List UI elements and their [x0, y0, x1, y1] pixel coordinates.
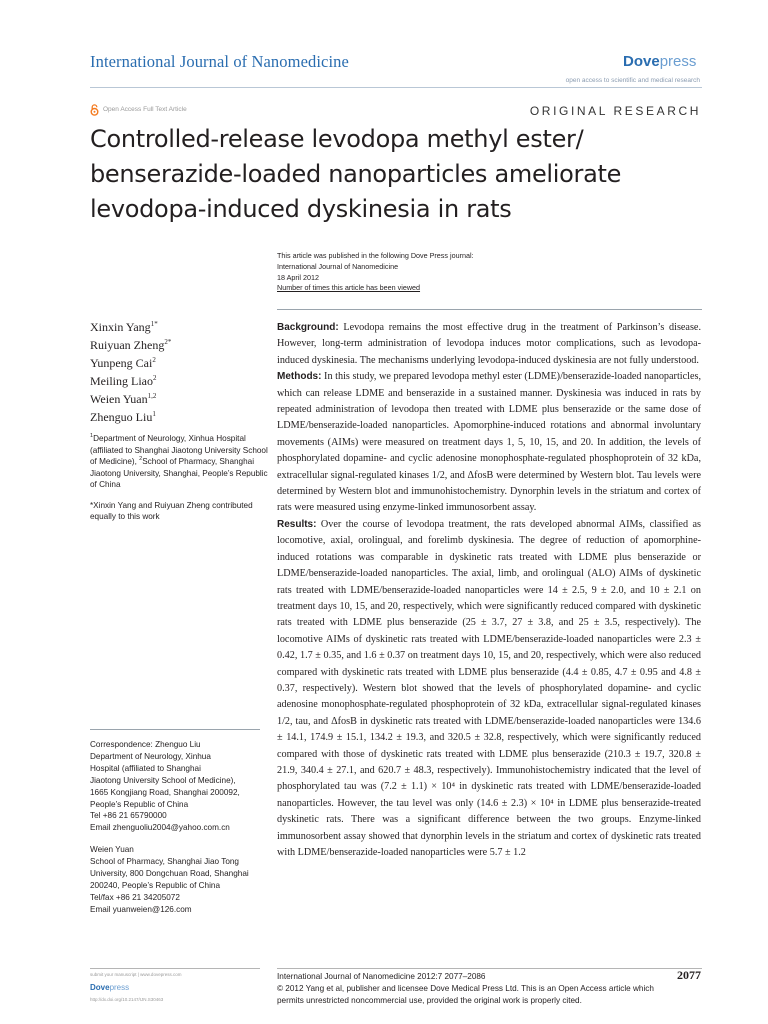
pubinfo-journal: International Journal of Nanomedicine [277, 261, 399, 271]
copyright-notice: © 2012 Yang et al, publisher and licensee Dove Medical Press Ltd. This is an Open Access article which permits unrestricted noncommercial use, provided the original work is properly cited. [277, 983, 654, 1005]
doi-link[interactable]: http://dx.doi.org/10.2147/IJN.S30463 [90, 997, 164, 1002]
publication-info [277, 251, 577, 294]
affiliations [90, 433, 272, 532]
author-name: Yunpeng Cai$^2$ [90, 356, 156, 370]
abstract-results: Results: Over the course of levodopa treatment, the rats developed abnormal AIMs, classified as locomotive, axial, orolingual, and forelimb dyskinesia. The degree of reduction of apomorphine-induced rotations was comparable in dyskinetic rats treated with LDME plus benserazide or LDME/benserazide-loaded nanoparticles. The axial, limb, and orolingual (ALO) AIMs of dyskinetic rats treated with LDME/benserazide-loaded nanoparticles were 14 ± 2.5, 9 ± 2.0, and 10 ± 2.1 on treatment days 10, 15, and 20, respectively, which were significantly reduced compared with dyskinetic rats treated with LDME plus benserazide (25 ± 3.7, 27 ± 3.8, and 25 ± 3.5, respectively). The locomotive AIMs of dyskinetic rats treated with LDME/benserazide-loaded nanoparticles were 2.3 ± 0.42, 1.7 ± 0.35, and 1.6 ± 0.37 on treatment days 10, 15, and 20, respectively, which were also reduced compared with dyskinetic rats treated with LDME plus benserazide (4.4 ± 0.85, 4.7 ± 0.95 and 4.8 ± 0.37, respectively). Western blot showed that the levels of phosphorylated dopamine- and cyclic adenosine monophosphate-regulated phosphoprotein of 32 kDa, extracellular signal-regulated kinases 1/2, tau, and ΔfosB in dyskinetic rats treated with LDME/benserazide-loaded nanoparticles were 134.6 ± 14.1, 174.9 ± 15.1, 134.2 ± 19.3, and 320.5 ± 32.8, respectively, which were significantly reduced compared with those of dyskinetic rats treated with LDME plus benserazide (210.3 ± 19.7, 320.8 ± 21.9, 340.4 ± 27.1, and 620.7 ± 48.3, respectively). Immunohistochemistry indicated that the level of phosphorylated tau was (7.2 ± 1.1) × 10⁴ in dyskinetic rats treated with LDME/benserazide-loaded nanoparticles. However, the tau level was only (14.6 ± 2.3) × 10⁴ in LDME plus benserazide-treated dyskinetic rats. There was a significant difference between the two groups. Enzyme-linked immunosorbent assay showed that dynorphin levels in the striatum and cortex of dyskinetic rats treated with LDME/benserazide-loaded nanoparticles were 5.7 ± 1.2 [277, 518, 701, 858]
author-name: Weien Yuan$^{1,2}$ [90, 392, 157, 406]
footer-publisher-logo[interactable]: Dovepress [90, 983, 130, 992]
footer-citation [277, 971, 657, 1006]
article-title: Controlled-release levodopa methyl ester/ benserazide-loaded nanoparticles ameliorate levodopa-induced dyskinesia in rats [90, 125, 622, 223]
author-name: Xinxin Yang$^{1*}$ [90, 320, 158, 334]
email-link[interactable]: Email yuanweien@126.com [90, 904, 192, 914]
email-link[interactable]: Email zhenguoliu2004@yahoo.com.cn [90, 823, 230, 833]
open-access-icon [90, 104, 99, 116]
correspondence-divider [90, 729, 260, 730]
correspondence-block-2: Weien Yuan School of Pharmacy, Shanghai Jiao Tong University, 800 Dongchuan Road, Shanghai 200240, People’s Republic of China Tel/fax +86 21 34205072 Email yuanweien@126.com [90, 845, 249, 914]
views-link[interactable]: Number of times this article has been viewed [277, 283, 421, 293]
affiliation-text: $^1$Department of Neurology, Xinhua Hospital (affiliated to Shanghai Jiaotong University School of Medicine), $^2$School of Pharmacy, Shanghai Jiaotong University, Shanghai, People’s Republic of China [90, 433, 268, 489]
publisher-logo-suffix: press [659, 53, 697, 70]
abstract-methods: Methods: In this study, we prepared levodopa methyl ester (LDME)/benserazide-loaded nanoparticles, which can release LDME and benserazide in a sustained manner. Dyskinesia was induced in rats by repeated administration of levodopa then treated with LDME plus benserazide or the same dose of LDME/benserazide-loaded nanoparticles. Apomorphine-induced rotations and abnormal involuntary movements (AIMs) were measured on treatment days 1, 5, 10, 15, and 20. In addition, the levels of phosphorylated dopamine- and cyclic adenosine monophosphate-regulated phosphoprotein of 32 kDa, extracellular signal-regulated kinases 1/2, and ΔfosB were determined by Western blot. Tau levels were determined by Western blot and immunohistochemistry. Dynorphin levels in the striatum and cortex of rats were measured using enzyme-linked immunosorbent assay. [277, 371, 701, 514]
page-number: 2077 [677, 968, 701, 982]
open-access-label: Open Access Full Text Article [103, 106, 187, 113]
publisher-logo[interactable] [623, 53, 696, 70]
author-name: Ruiyuan Zheng$^{2*}$ [90, 338, 172, 352]
publisher-logo-main: Dove [623, 53, 660, 70]
submit-manuscript-link[interactable]: submit your manuscript | www.dovepress.com [90, 972, 182, 977]
pubinfo-date: 18 April 2012 [277, 272, 319, 282]
correspondence-block-1: Correspondence: Zhenguo Liu Department of Neurology, Xinhua Hospital (affiliated to Shanghai Jiaotong University School of Medicine), 1665 Kongjiang Road, Shanghai 200092, People’s Republic of China Tel +86 21 65790000 Email zhenguoliu2004@yahoo.com.cn [90, 740, 240, 833]
footer-divider-left [90, 968, 260, 969]
pubinfo-line: This article was published in the following Dove Press journal: [277, 251, 474, 260]
journal-name[interactable]: International Journal of Nanomedicine [90, 52, 349, 71]
correspondence [90, 739, 272, 926]
equal-contribution-note: *Xinxin Yang and Ruiyuan Zheng contributed equally to this work [90, 500, 253, 521]
footer-divider-right [277, 968, 702, 969]
pubinfo-divider [277, 309, 702, 310]
author-list [90, 318, 270, 426]
abstract-background: Background: Levodopa remains the most effective drug in the treatment of Parkinson’s disease. However, long-term administration of levodopa induces motor complications, such as levodopa-induced dyskinesia. The mechanisms underlying levodopa-induced dyskinesia are not fully understood. [277, 322, 701, 366]
author-name: Zhenguo Liu$^1$ [90, 410, 156, 424]
header-divider [90, 87, 702, 88]
author-name: Meiling Liao$^2$ [90, 374, 157, 388]
publisher-tagline: open access to scientific and medical research [565, 77, 700, 84]
section-label: ORIGINAL RESEARCH [529, 104, 701, 118]
citation-line: International Journal of Nanomedicine 2012:7 2077–2086 [277, 972, 486, 981]
abstract [277, 320, 701, 861]
